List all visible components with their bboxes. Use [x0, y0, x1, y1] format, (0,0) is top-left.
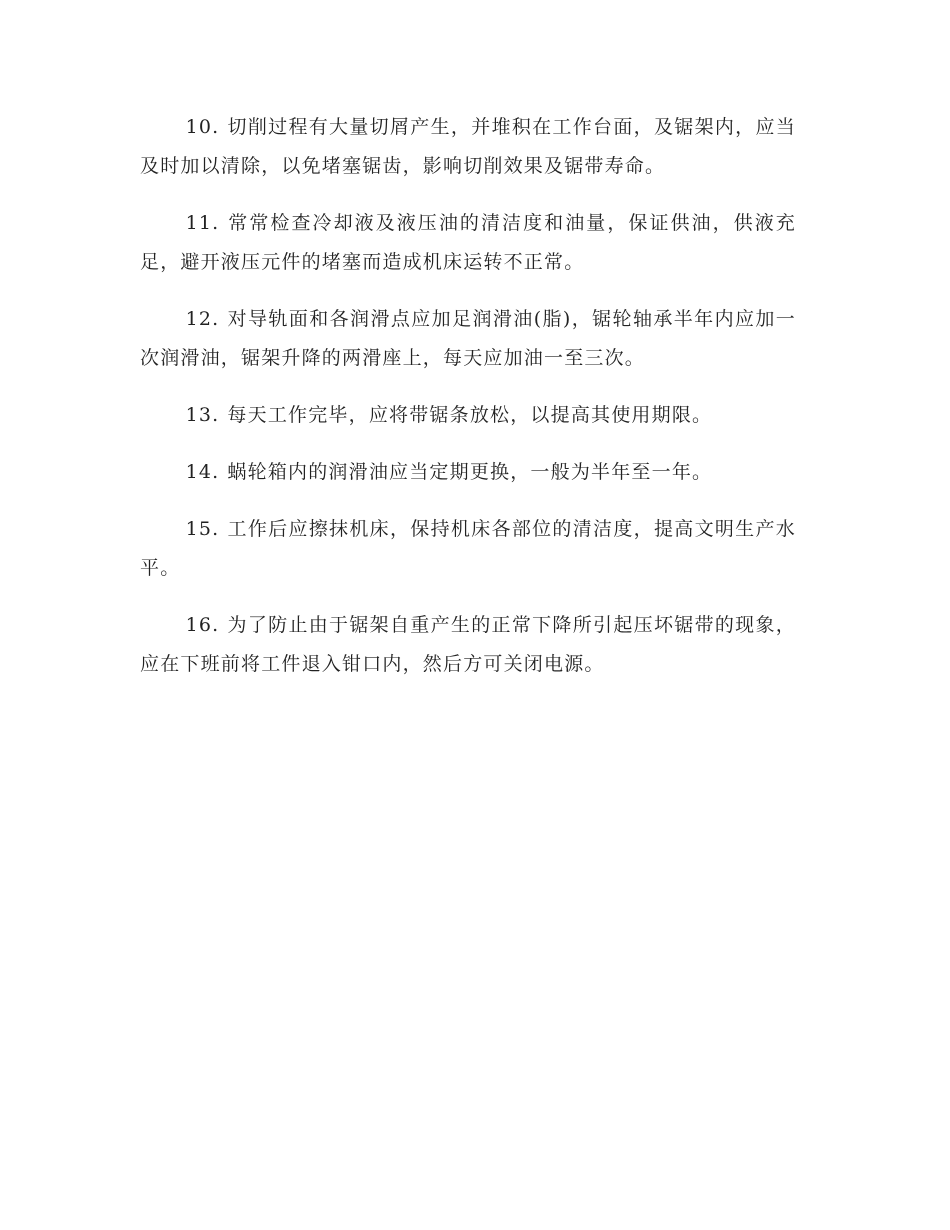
document-body [140, 108, 796, 702]
item-number: 12. [185, 308, 220, 330]
item-text: 蜗轮箱内的润滑油应当定期更换，一般为半年至一年。 [227, 461, 713, 483]
paragraph-14 [140, 453, 796, 492]
paragraph-10 [140, 108, 796, 186]
item-number: 16. [185, 614, 220, 636]
item-text: 每天工作完毕，应将带锯条放松，以提高其使用期限。 [227, 404, 713, 426]
paragraph-11 [140, 204, 796, 282]
item-text: 常常检查冷却液及液压油的清洁度和油量，保证供油，供液充足，避开液压元件的堵塞而造成机床运转不正常。 [140, 212, 796, 273]
item-text: 为了防止由于锯架自重产生的正常下降所引起压坏锯带的现象，应在下班前将工件退入钳口内，然后方可关闭电源。 [140, 614, 796, 675]
item-number: 10. [185, 116, 220, 138]
item-text: 切削过程有大量切屑产生，并堆积在工作台面，及锯架内，应当及时加以清除，以免堵塞锯齿，影响切削效果及锯带寿命。 [140, 116, 796, 177]
item-number: 14. [185, 461, 220, 483]
item-text: 工作后应擦抹机床，保持机床各部位的清洁度，提高文明生产水平。 [140, 518, 796, 579]
paragraph-13 [140, 396, 796, 435]
item-number: 13. [185, 404, 220, 426]
item-text: 对导轨面和各润滑点应加足润滑油(脂)，锯轮轴承半年内应加一次润滑油，锯架升降的两滑座上，每天应加油一至三次。 [140, 308, 796, 369]
paragraph-12 [140, 300, 796, 378]
item-number: 11. [185, 212, 220, 234]
item-number: 15. [185, 518, 220, 540]
paragraph-15 [140, 510, 796, 588]
paragraph-16 [140, 606, 796, 684]
